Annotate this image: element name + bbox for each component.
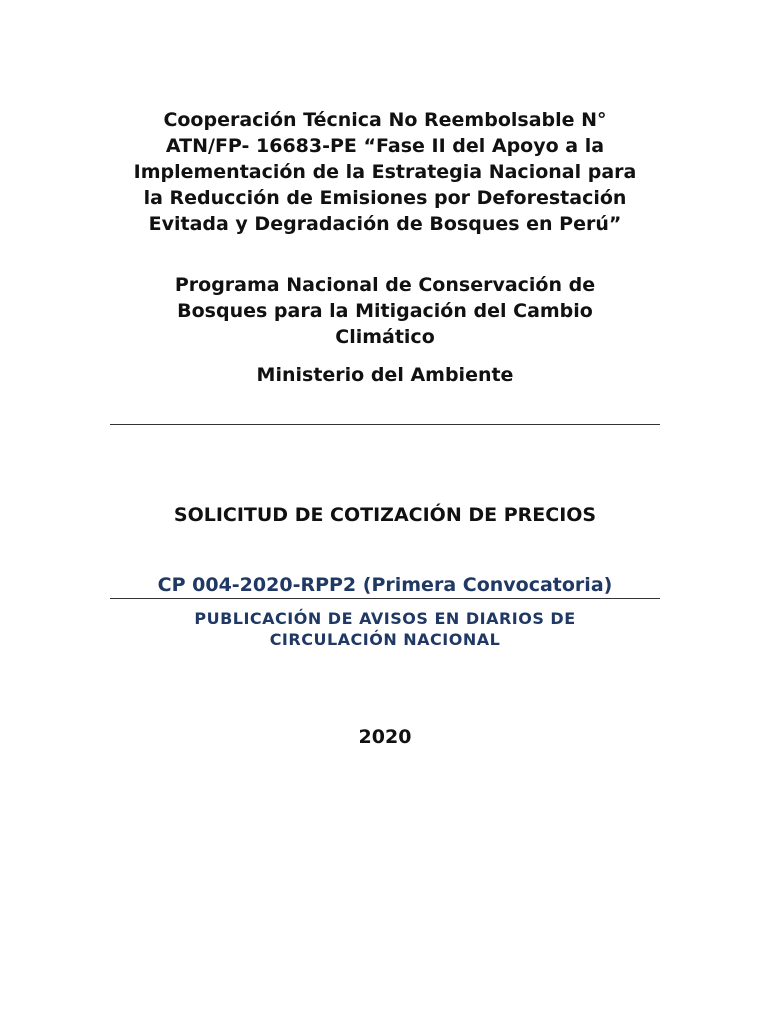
- program-name-line: Bosques para la Mitigación del Cambio: [177, 300, 593, 322]
- subject-heading-line: CIRCULACIÓN NACIONAL: [269, 630, 501, 649]
- cooperation-title-line: Cooperación Técnica No Reembolsable N°: [163, 109, 607, 131]
- document-year: 2020: [358, 726, 412, 748]
- program-name: [0, 272, 770, 350]
- subject-heading: [0, 608, 770, 650]
- code-underline: [110, 598, 660, 599]
- cooperation-title-line: Implementación de la Estrategia Nacional para: [133, 161, 637, 183]
- program-name-line: Programa Nacional de Conservación de: [174, 274, 596, 296]
- cooperation-title-line: Evitada y Degradación de Bosques en Perú”: [148, 213, 622, 235]
- program-name-line: Climático: [335, 326, 435, 348]
- divider-line: [110, 424, 660, 425]
- process-code: CP 004-2020-RPP2 (Primera Convocatoria): [157, 574, 613, 596]
- request-title: SOLICITUD DE COTIZACIÓN DE PRECIOS: [173, 504, 597, 526]
- ministry-name: Ministerio del Ambiente: [256, 364, 514, 386]
- cooperation-title-line: ATN/FP- 16683-PE “Fase II del Apoyo a la: [165, 135, 605, 157]
- cooperation-title: [0, 107, 770, 237]
- cooperation-title-line: la Reducción de Emisiones por Deforestación: [143, 187, 627, 209]
- subject-heading-line: PUBLICACIÓN DE AVISOS EN DIARIOS DE: [194, 609, 576, 628]
